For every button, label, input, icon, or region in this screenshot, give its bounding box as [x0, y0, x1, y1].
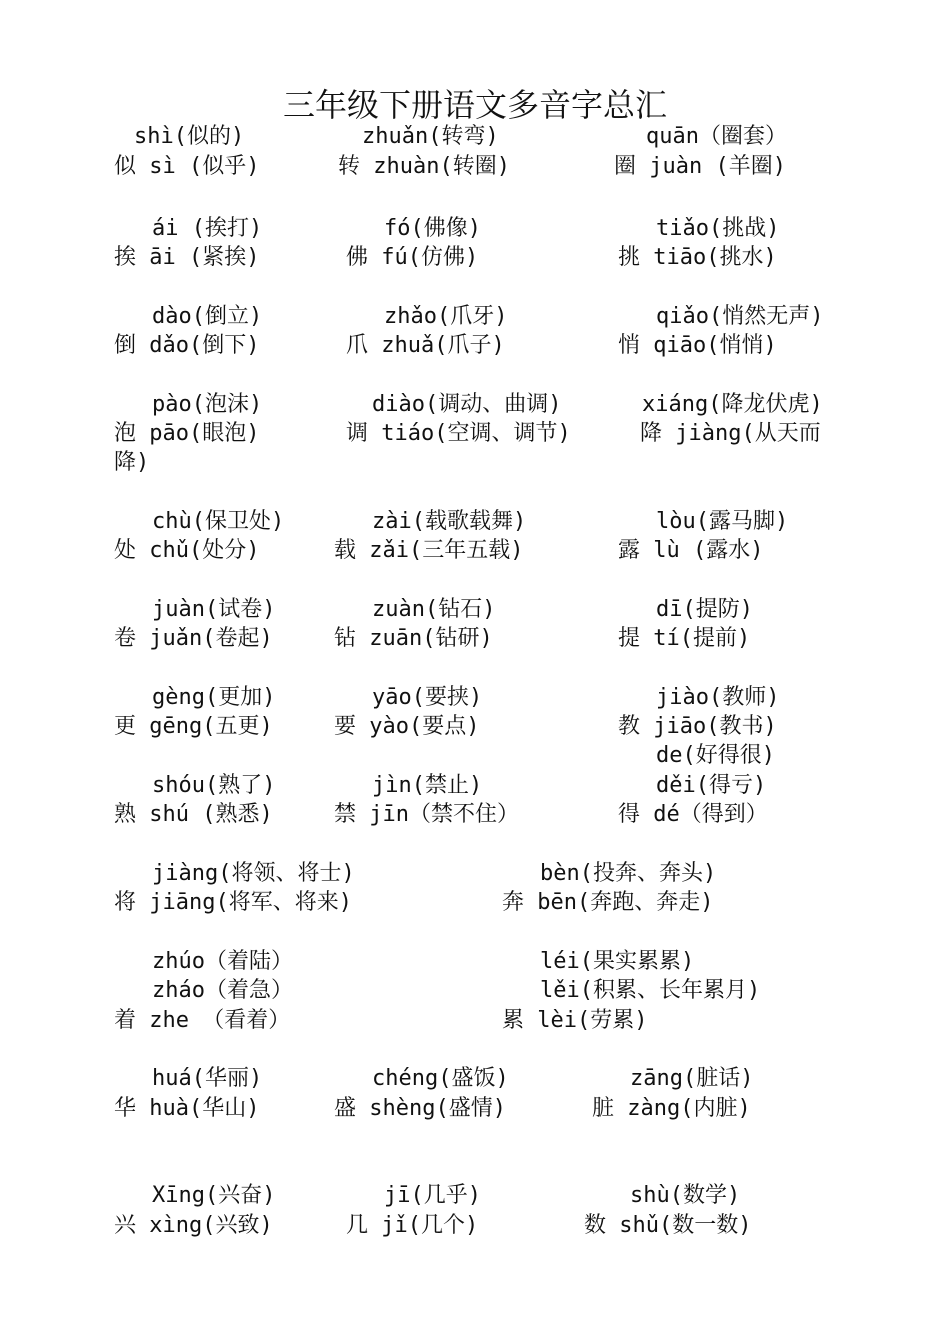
text-line: 挑 tiāo(挑水): [618, 245, 777, 270]
text-line: 处 chǔ(处分): [114, 538, 260, 563]
text-line: zài(载歌载舞): [372, 509, 527, 534]
text-line: 盛 shèng(盛情): [334, 1096, 506, 1121]
text-line: zhúo（着陆）: [152, 949, 293, 974]
page-title: 三年级下册语文多音字总汇: [282, 86, 667, 124]
text-line: 奔 bēn(奔跑、奔走): [502, 890, 714, 915]
text-line: 将 jiāng(将军、将来): [114, 890, 352, 915]
text-line: zhǎo(爪牙): [384, 304, 508, 329]
text-line: zāng(脏话): [630, 1066, 754, 1091]
text-line: 倒 dǎo(倒下): [114, 333, 260, 358]
text-line: 更 gēng(五更): [114, 714, 273, 739]
text-line: 华 huà(华山): [114, 1096, 260, 1121]
text-line: zuàn(钻石): [372, 597, 496, 622]
text-line: 似 sì (似乎): [114, 154, 260, 179]
text-line: 佛 fú(仿佛): [346, 245, 479, 270]
text-line: lěi(积累、长年累月): [540, 978, 761, 1003]
text-line: 教 jiāo(教书): [618, 714, 777, 739]
text-line: 要 yào(要点): [334, 714, 480, 739]
text-line: 转 zhuàn(转圈): [338, 154, 510, 179]
text-line: 几 jǐ(几个): [346, 1213, 479, 1238]
text-line: qiǎo(悄然无声): [656, 304, 824, 329]
text-line: dào(倒立): [152, 304, 263, 329]
text-line: xiáng(降龙伏虎): [642, 392, 823, 417]
text-line: chéng(盛饭): [372, 1066, 509, 1091]
text-line: 降): [114, 450, 150, 475]
text-line: zháo（着急）: [152, 978, 293, 1003]
text-line: 挨 āi (紧挨): [114, 245, 260, 270]
text-line: shóu(熟了): [152, 773, 276, 798]
text-line: juàn(试卷): [152, 597, 276, 622]
text-line: děi(得亏): [656, 773, 767, 798]
text-line: chù(保卫处): [152, 509, 285, 534]
text-line: ái (挨打): [152, 216, 263, 241]
text-line: de(好得很): [656, 743, 775, 768]
text-line: huá(华丽): [152, 1066, 263, 1091]
text-line: zhuǎn(转弯): [362, 124, 499, 149]
text-line: quān（圈套）: [646, 124, 787, 149]
text-line: 钻 zuān(钻研): [334, 626, 493, 651]
text-line: 禁 jīn（禁不住）: [334, 802, 519, 827]
text-line: 数 shǔ(数一数): [584, 1213, 752, 1238]
text-line: 调 tiáo(空调、调节): [346, 421, 571, 446]
text-line: lòu(露马脚): [656, 509, 789, 534]
text-line: dī(提防): [656, 597, 753, 622]
text-line: fó(佛像): [384, 216, 481, 241]
text-line: yāo(要挟): [372, 685, 483, 710]
text-line: tiǎo(挑战): [656, 216, 780, 241]
text-line: bèn(投奔、奔头): [540, 861, 717, 886]
text-line: 得 dé（得到）: [618, 802, 768, 827]
text-line: shù(数学): [630, 1183, 741, 1208]
text-line: jiào(教师): [656, 685, 780, 710]
text-line: 提 tí(提前): [618, 626, 751, 651]
text-line: Xīng(兴奋): [152, 1183, 276, 1208]
text-line: 着 zhe （看着）: [114, 1008, 291, 1033]
text-line: 熟 shú (熟悉): [114, 802, 273, 827]
text-line: 兴 xìng(兴致): [114, 1213, 273, 1238]
text-line: 降 jiàng(从天而: [640, 421, 821, 446]
text-line: 脏 zàng(内脏): [592, 1096, 751, 1121]
text-line: jìn(禁止): [372, 773, 483, 798]
text-line: gèng(更加): [152, 685, 276, 710]
text-line: 载 zǎi(三年五载): [334, 538, 524, 563]
text-line: pào(泡沫): [152, 392, 263, 417]
text-line: jī(几乎): [384, 1183, 481, 1208]
text-line: 露 lù (露水): [618, 538, 764, 563]
text-line: 累 lèi(劳累): [502, 1008, 648, 1033]
text-line: 泡 pāo(眼泡): [114, 421, 260, 446]
text-line: 卷 juǎn(卷起): [114, 626, 273, 651]
text-line: léi(果实累累): [540, 949, 695, 974]
text-line: 悄 qiāo(悄悄): [618, 333, 777, 358]
text-line: jiàng(将领、将士): [152, 861, 355, 886]
text-line: shì(似的): [134, 124, 245, 149]
text-line: 爪 zhuǎ(爪子): [346, 333, 505, 358]
text-line: diào(调动、曲调): [372, 392, 562, 417]
text-line: 圈 juàn (羊圈): [614, 154, 786, 179]
